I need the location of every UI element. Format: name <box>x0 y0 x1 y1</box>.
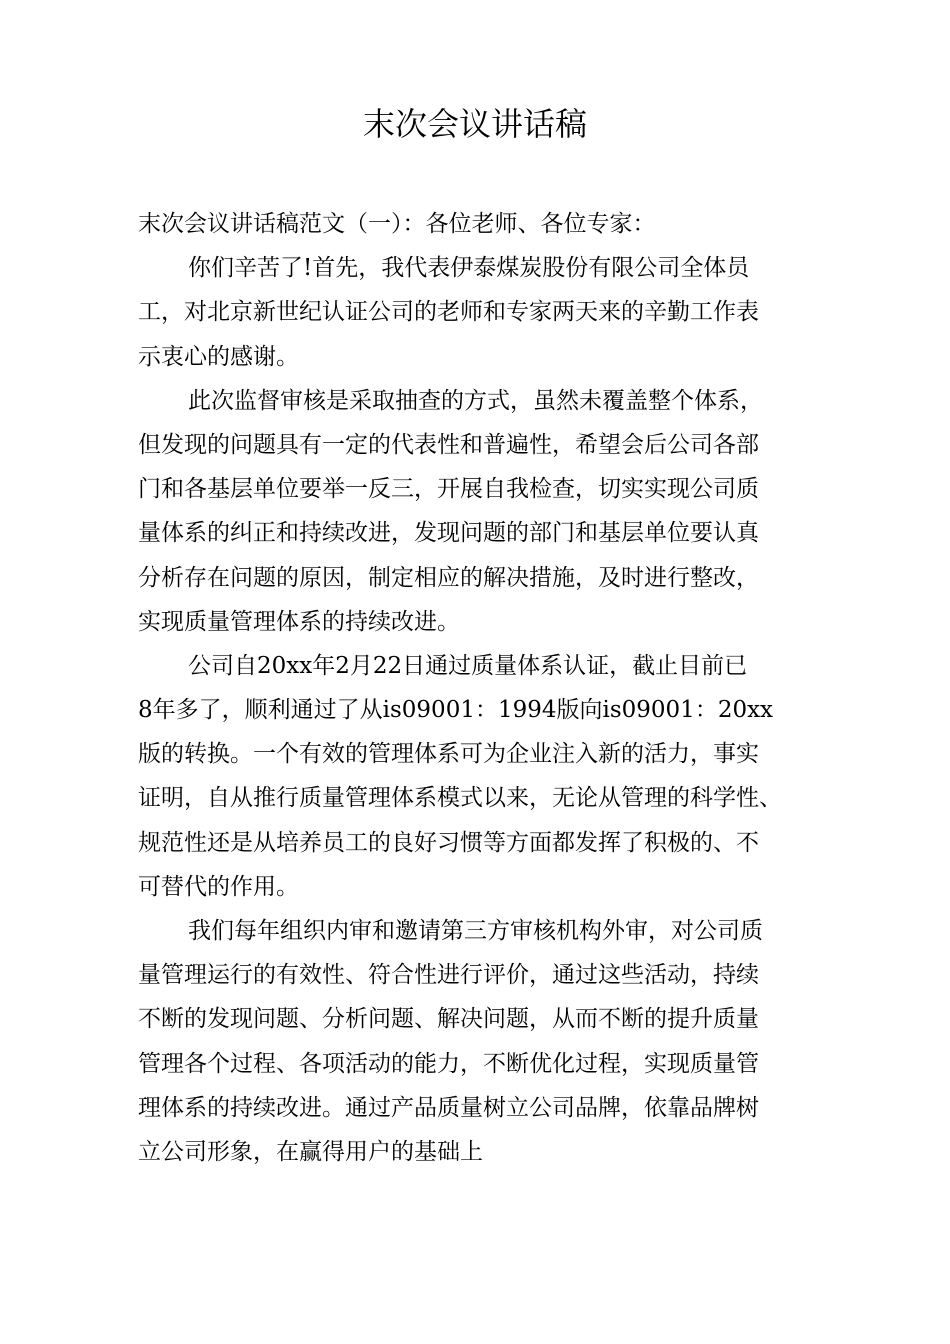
text-line: 示衷心的感谢。 <box>138 343 299 370</box>
text-line: 但发现的问题具有一定的代表性和普遍性，希望会后公司各部 <box>138 431 759 458</box>
text-line: 立公司形象，在赢得用户的基础上 <box>138 1138 483 1165</box>
text-line: 实现质量管理体系的持续改进。 <box>138 608 460 635</box>
text-line: 工，对北京新世纪认证公司的老师和专家两天来的辛勤工作表 <box>138 299 759 326</box>
text-line: 我们每年组织内审和邀请第三方审核机构外审，对公司质 <box>188 918 763 944</box>
text-line: 理体系的持续改进。通过产品质量树立公司品牌，依靠品牌树 <box>138 1094 759 1121</box>
text-line: 末次会议讲话稿范文（一）：各位老师、各位专家： <box>138 211 656 237</box>
text-line: 可替代的作用。 <box>138 873 299 900</box>
text-line: 你们辛苦了!首先，我代表伊泰煤炭股份有限公司全体员 <box>188 255 750 282</box>
text-line: 公司自20xx年2月22日通过质量体系认证，截止目前已 <box>188 652 748 679</box>
text-line: 门和各基层单位要举一反三，开展自我检查，切实实现公司质 <box>138 476 759 503</box>
text-line: 版的转换。一个有效的管理体系可为企业注入新的活力，事实 <box>138 741 759 768</box>
text-line: 量管理运行的有效性、符合性进行评价，通过这些活动，持续 <box>138 962 759 989</box>
text-line: 规范性还是从培养员工的良好习惯等方面都发挥了积极的、不 <box>138 829 759 856</box>
document-title: 末次会议讲话稿 <box>362 105 587 143</box>
text-line: 分析存在问题的原因，制定相应的解决措施，及时进行整改， <box>138 564 759 591</box>
text-line: 此次监督审核是采取抽查的方式，虽然未覆盖整个体系， <box>188 387 763 414</box>
document-body <box>138 202 838 1174</box>
text-line: 不断的发现问题、分析问题、解决问题，从而不断的提升质量 <box>138 1006 759 1033</box>
text-line: 证明，自从推行质量管理体系模式以来，无论从管理的科学性、 <box>138 785 782 812</box>
text-line: 量体系的纠正和持续改进，发现问题的部门和基层单位要认真 <box>138 520 759 547</box>
text-line: 管理各个过程、各项活动的能力，不断优化过程，实现质量管 <box>138 1050 759 1077</box>
text-line: 8年多了，顺利通过了从is09001：1994版向is09001：20xx <box>138 697 774 724</box>
